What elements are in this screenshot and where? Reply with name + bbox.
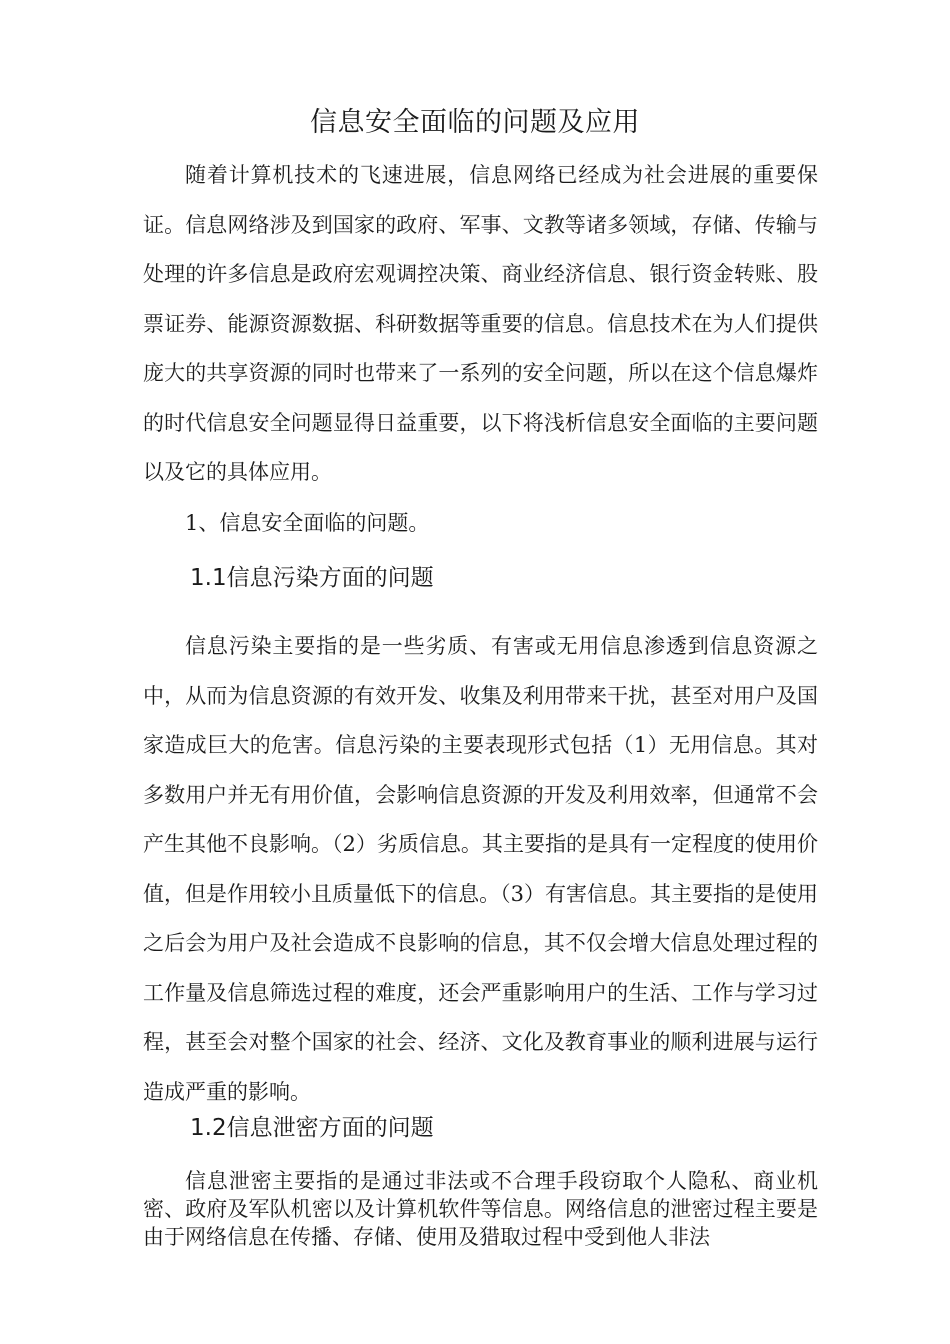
section-1-1-title: 信息污染方面的问题 (226, 565, 434, 591)
section-1-1-paragraph: 信息污染主要指的是一些劣质、有害或无用信息渗透到信息资源之中，从而为信息资源的有效开发、收集及利用带来干扰，甚至对用户及国家造成巨大的危害。信息污染的主要表现形式包括（1）无用信息。其对多数用户并无有用价值，会影响信息资源的开发及利用效率，但通常不会产生其他不良影响。（2）劣质信息。其主要指的是具有一定程度的使用价值，但是作用较小且质量低下的信息。（3）有害信息。其主要指的是使用之后会为用户及社会造成不良影响的信息，其不仅会增大信息处理过程的工作量及信息筛选过程的难度，还会严重影响用户的生活、工作与学习过程，甚至会对整个国家的社会、经济、文化及教育事业的顺利进展与运行造成严重的影响。 (143, 634, 818, 1104)
section-1-2-paragraph: 信息泄密主要指的是通过非法或不合理手段窃取个人隐私、商业机密、政府及军队机密以及计算机软件等信息。网络信息的泄密过程主要是由于网络信息在传播、存储、使用及猎取过程中受到他人非法 (143, 1169, 818, 1249)
document-title: 信息安全面临的问题及应用 (310, 107, 640, 138)
section-1-2-title: 信息泄密方面的问题 (226, 1115, 434, 1141)
section-1-1-number: 1.1 (190, 565, 227, 591)
section-1-2-heading (190, 1111, 434, 1145)
intro-paragraph: 随着计算机技术的飞速进展，信息网络已经成为社会进展的重要保证。信息网络涉及到国家的政府、军事、文教等诸多领域，存储、传输与处理的许多信息是政府宏观调控决策、商业经济信息、银行资金转账、股票证券、能源资源数据、科研数据等重要的信息。信息技术在为人们提供庞大的共享资源的同时也带来了一系列的安全问题，所以在这个信息爆炸的时代信息安全问题显得日益重要，以下将浅析信息安全面临的主要问题以及它的具体应用。 (143, 163, 818, 484)
section-1-1-heading (190, 561, 434, 595)
section-1-heading: 1、信息安全面临的问题。 (185, 511, 430, 535)
section-1-2-number: 1.2 (190, 1115, 227, 1141)
